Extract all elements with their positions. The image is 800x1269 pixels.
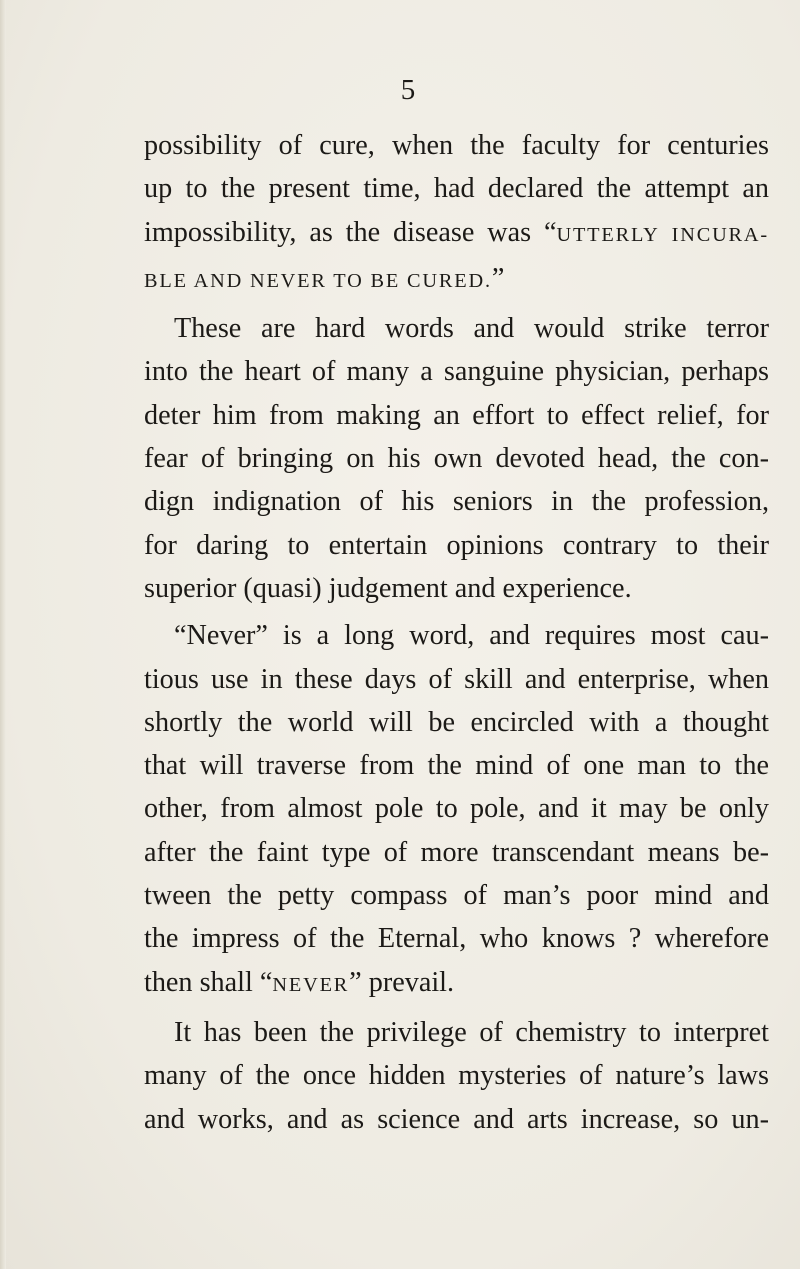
- line-text: other, from almost pole to pole, and it may be only: [144, 793, 769, 825]
- line-text: tween the petty compass of man’s poor mind and: [144, 880, 769, 912]
- text-line: [144, 831, 769, 874]
- page-gutter-edge: [0, 0, 6, 1269]
- line-text: deter him from making an effort to effect relief, for: [144, 399, 769, 431]
- line-text: the impress of the Eternal, who knows ? wherefore: [144, 923, 769, 955]
- small-caps-text: NEVER: [272, 973, 350, 996]
- line-text: shortly the world will be encircled with a thought: [144, 706, 769, 738]
- line-text: for daring to entertain opinions contrary to their: [144, 529, 769, 561]
- text-line: [144, 167, 769, 210]
- text-line: [144, 1011, 769, 1054]
- line-text: dign indignation of his seniors in the profession,: [144, 486, 769, 518]
- line-text: fear of bringing on his own devoted head, the con-: [144, 443, 769, 475]
- line-text: then shall “: [144, 966, 273, 998]
- text-line: [144, 874, 769, 917]
- text-line: [144, 307, 769, 350]
- line-text: ” prevail.: [349, 966, 455, 998]
- line-text: impossibility, as the disease was “: [144, 216, 557, 248]
- line-text: It has been the privilege of chemistry to interpret: [174, 1016, 769, 1048]
- line-text: ”: [491, 262, 505, 294]
- line-text: “Never” is a long word, and requires most cau-: [174, 620, 769, 652]
- line-text: that will traverse from the mind of one man to the: [144, 750, 769, 782]
- text-line: [144, 744, 769, 787]
- text-line: [144, 524, 769, 567]
- text-line: [144, 701, 769, 744]
- line-text: superior (quasi) judgement and experience.: [144, 572, 632, 604]
- text-line: [144, 787, 769, 830]
- text-line: [144, 1098, 769, 1141]
- text-line: [144, 567, 769, 610]
- text-line: [144, 437, 769, 480]
- text-line: [144, 350, 769, 393]
- line-text: into the heart of many a sanguine physician, perhaps: [144, 356, 769, 388]
- text-line: [144, 211, 769, 257]
- body-text: [144, 124, 769, 1141]
- text-line: [144, 1054, 769, 1097]
- line-text: possibility of cure, when the faculty for centuries: [144, 130, 769, 161]
- line-text: These are hard words and would strike terror: [174, 313, 769, 345]
- text-line: [144, 124, 769, 167]
- text-line: [144, 961, 769, 1007]
- line-text: many of the once hidden mysteries of nature’s laws: [144, 1060, 769, 1092]
- text-line: [144, 614, 769, 657]
- text-line: [144, 658, 769, 701]
- small-caps-text: BLE AND NEVER TO BE CURED.: [144, 269, 492, 292]
- line-text: up to the present time, had declared the attempt an: [144, 173, 769, 205]
- text-line: [144, 257, 769, 303]
- line-text: and works, and as science and arts increase, so un-: [144, 1103, 769, 1135]
- line-text: tious use in these days of skill and enterprise, when: [144, 663, 769, 695]
- line-text: after the faint type of more transcendant means be-: [144, 836, 769, 868]
- small-caps-text: UTTERLY INCURA-: [556, 223, 769, 246]
- page-number: 5: [400, 74, 416, 106]
- text-line: [144, 917, 769, 960]
- text-line: [144, 480, 769, 523]
- text-line: [144, 394, 769, 437]
